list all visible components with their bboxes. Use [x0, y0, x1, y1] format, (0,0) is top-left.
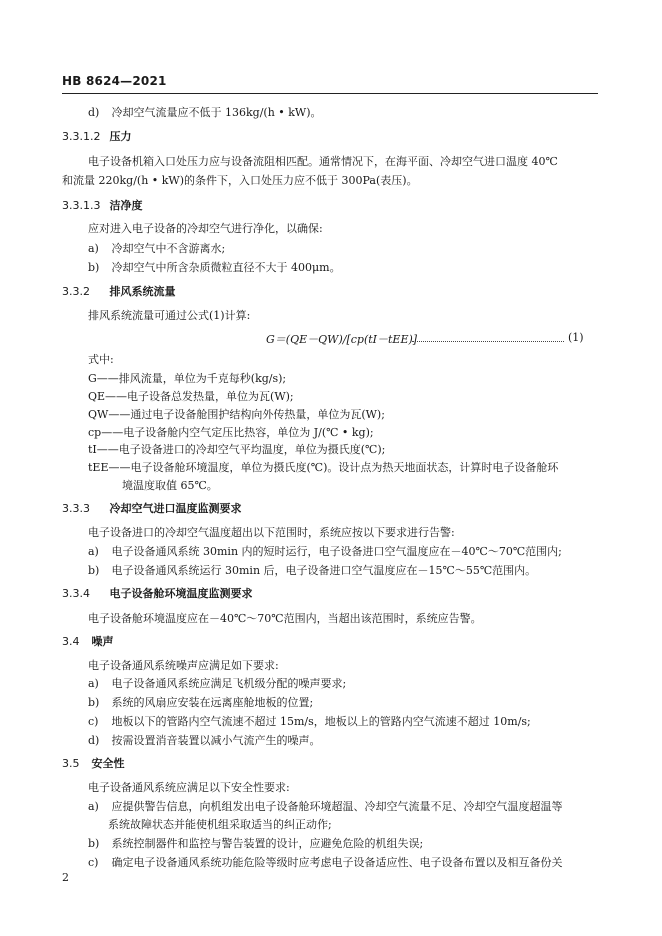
list-item — [88, 564, 536, 578]
list-item — [88, 734, 321, 748]
section-heading — [62, 502, 242, 516]
list-item-text: 确定电子设备通风系统功能危险等级时应考虑电子设备适应性、电子设备布置以及相互备份关 — [111, 856, 563, 869]
leader-dots — [412, 333, 564, 342]
list-item — [88, 545, 562, 559]
list-item-label: c) — [88, 715, 99, 728]
section-number: 3.3.2 — [62, 285, 90, 298]
variable-definition: tEE——电子设备舱环境温度，单位为摄氏度(℃)。设计点为热天地面状态，计算时电子设备舱环 — [88, 461, 559, 474]
page-number: 2 — [62, 871, 69, 884]
variable-definition: QE——电子设备总发热量，单位为瓦(W); — [88, 390, 294, 403]
paragraph-line: 排风系统流量可通过公式(1)计算: — [88, 309, 251, 322]
variable-definition: 境温度取值 65℃。 — [122, 479, 218, 492]
paragraph-line: 应对进入电子设备的冷却空气进行净化，以确保: — [88, 222, 323, 235]
list-item-text: 冷却空气中不含游离水; — [111, 242, 226, 255]
list-item-label: a) — [88, 545, 99, 558]
paragraph-line: 电子设备通风系统应满足以下安全性要求: — [88, 781, 290, 794]
list-item-label: a) — [88, 242, 99, 255]
list-item-continuation: 系统故障状态并能使机组采取适当的纠正动作; — [108, 818, 332, 831]
header-rule — [62, 93, 598, 94]
section-title: 压力 — [109, 130, 132, 143]
section-title: 冷却空气进口温度监测要求 — [109, 502, 242, 515]
section-heading — [62, 199, 143, 213]
section-title: 噪声 — [91, 635, 114, 648]
list-item — [88, 696, 313, 710]
section-title: 洁净度 — [109, 199, 143, 212]
section-heading — [62, 635, 114, 649]
list-item — [88, 106, 322, 120]
list-item-text: 按需设置消音装置以减小气流产生的噪声。 — [111, 734, 321, 747]
document-code: HB 8624—2021 — [62, 74, 167, 88]
formula: G＝(QE－QW)/[cp(tI－tEE)] — [266, 333, 418, 346]
list-item — [88, 715, 531, 729]
section-number: 3.3.1.2 — [62, 130, 101, 143]
list-item — [88, 242, 225, 256]
variable-definition: G——排风流量，单位为千克每秒(kg/s); — [88, 372, 287, 385]
list-item-text: 冷却空气流量应不低于 136kg/(h • kW)。 — [111, 106, 322, 119]
list-item-text: 系统的风扇应安装在远离座舱地板的位置; — [111, 696, 314, 709]
paragraph-line: 电子设备机箱入口处压力应与设备流阻相匹配。通常情况下，在海平面、冷却空气进口温度 40℃ — [88, 155, 558, 168]
list-item-label: b) — [88, 837, 100, 850]
list-item-text: 冷却空气中所含杂质微粒直径不大于 400μm。 — [111, 261, 341, 274]
list-item-label: c) — [88, 856, 99, 869]
list-item-label: b) — [88, 261, 100, 274]
section-number: 3.3.4 — [62, 587, 90, 600]
list-item — [88, 677, 346, 691]
list-item-text: 应提供警告信息，向机组发出电子设备舱环境超温、冷却空气流量不足、冷却空气温度超温等 — [111, 800, 563, 813]
section-heading — [62, 757, 125, 771]
list-item — [88, 856, 563, 870]
paragraph-line: 式中: — [88, 353, 114, 366]
list-item-text: 系统控制器件和监控与警告装置的设计，应避免危险的机组失误; — [111, 837, 424, 850]
section-heading — [62, 285, 176, 299]
section-number: 3.3.1.3 — [62, 199, 101, 212]
paragraph-line: 电子设备舱环境温度应在－40℃～70℃范围内，当超出该范围时，系统应告警。 — [88, 612, 482, 625]
list-item-label: d) — [88, 734, 100, 747]
list-item-text: 电子设备通风系统应满足飞机级分配的噪声要求; — [111, 677, 347, 690]
section-number: 3.5 — [62, 757, 80, 770]
section-number: 3.4 — [62, 635, 80, 648]
section-title: 排风系统流量 — [109, 285, 176, 298]
section-title: 安全性 — [91, 757, 125, 770]
section-heading — [62, 587, 253, 601]
list-item-label: b) — [88, 564, 100, 577]
paragraph-line: 和流量 220kg/(h • kW)的条件下，入口处压力应不低于 300Pa(表压)。 — [62, 174, 418, 187]
list-item-text: 电子设备通风系统 30min 内的短时运行，电子设备进口空气温度应在－40℃～70℃范围内; — [111, 545, 562, 558]
formula-number: (1) — [568, 331, 584, 344]
list-item — [88, 800, 563, 814]
variable-definition: QW——通过电子设备舱围护结构向外传热量，单位为瓦(W); — [88, 408, 385, 421]
list-item-label: b) — [88, 696, 100, 709]
list-item-text: 地板以下的管路内空气流速不超过 15m/s，地板以上的管路内空气流速不超过 10m/s; — [111, 715, 531, 728]
list-item-label: d) — [88, 106, 100, 119]
variable-definition: cp——电子设备舱内空气定压比热容，单位为 J/(℃ • kg); — [88, 426, 374, 439]
section-title: 电子设备舱环境温度监测要求 — [109, 587, 253, 600]
list-item — [88, 837, 423, 851]
section-heading — [62, 130, 132, 144]
section-number: 3.3.3 — [62, 502, 90, 515]
list-item-label: a) — [88, 800, 99, 813]
list-item-label: a) — [88, 677, 99, 690]
paragraph-line: 电子设备通风系统噪声应满足如下要求: — [88, 659, 279, 672]
list-item-text: 电子设备通风系统运行 30min 后，电子设备进口空气温度应在－15℃～55℃范围内。 — [111, 564, 537, 577]
paragraph-line: 电子设备进口的冷却空气温度超出以下范围时，系统应按以下要求进行告警: — [88, 526, 455, 539]
variable-definition: tI——电子设备进口的冷却空气平均温度，单位为摄氏度(℃); — [88, 443, 386, 456]
list-item — [88, 261, 341, 275]
